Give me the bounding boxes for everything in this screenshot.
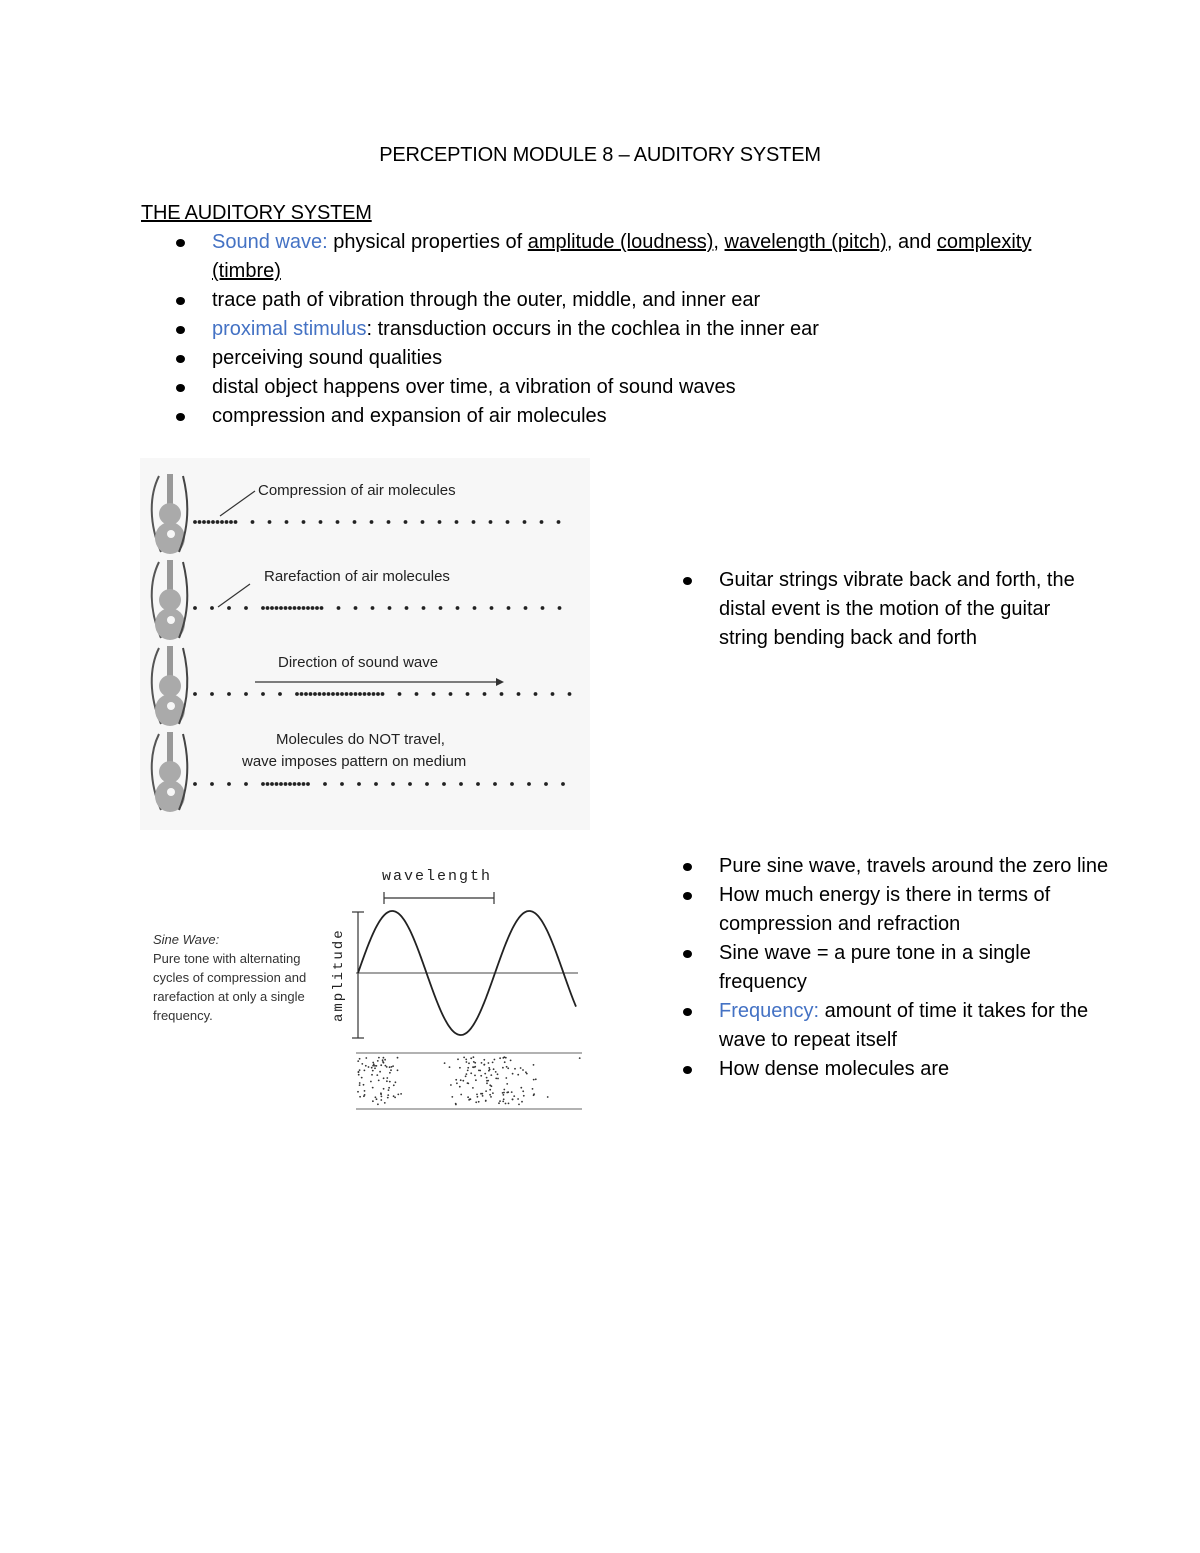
molecule-dot — [302, 782, 306, 786]
molecule-dot — [367, 692, 371, 696]
molecule-dot — [266, 606, 270, 610]
bullet-text: perceiving sound qualities — [212, 347, 443, 369]
bullet-text: Guitar strings vibrate back and forth, the distal event is the motion of the guitar string bending back and forth — [719, 569, 1075, 649]
molecule-dot — [323, 782, 327, 786]
molecule-dot — [275, 782, 279, 786]
label-rarefaction: Rarefaction of air molecules — [264, 568, 450, 585]
list-item — [212, 228, 1032, 286]
molecule-dot — [320, 606, 324, 610]
molecule-dot — [483, 692, 487, 696]
bullet-text: trace path of vibration through the outer, middle, and inner ear — [212, 289, 761, 311]
label-note-line1: Molecules do NOT travel, — [276, 731, 445, 748]
bullet-text: amount of time it takes for the wave to repeat itself — [719, 1000, 1089, 1051]
molecule-dot — [251, 520, 255, 524]
molecule-dot — [302, 606, 306, 610]
molecule-dot — [439, 606, 443, 610]
molecule-dot — [306, 782, 310, 786]
molecule-dot — [210, 782, 214, 786]
list-item — [719, 566, 1099, 653]
molecule-dot — [229, 520, 233, 524]
molecule-dot — [295, 692, 299, 696]
list-item — [212, 402, 1032, 431]
molecule-dot — [279, 782, 283, 786]
bullet-icon — [683, 863, 692, 871]
molecule-dot — [327, 692, 331, 696]
bullet-icon — [176, 326, 185, 334]
density-band — [357, 1056, 580, 1105]
molecule-dot — [449, 692, 453, 696]
molecule-dot — [500, 692, 504, 696]
molecule-dot — [279, 606, 283, 610]
molecule-dot — [568, 692, 572, 696]
molecule-dot — [306, 606, 310, 610]
molecule-dot — [391, 782, 395, 786]
list-item — [212, 315, 1032, 344]
molecule-dot — [370, 520, 374, 524]
molecule-dot — [354, 692, 358, 696]
molecule-dot — [293, 782, 297, 786]
sine-bullet-list — [719, 852, 1109, 1084]
molecule-dot — [455, 520, 459, 524]
molecule-dot — [216, 520, 220, 524]
bullet-icon — [176, 297, 185, 305]
bullet-icon — [176, 384, 185, 392]
molecule-dot — [340, 692, 344, 696]
molecule-dot — [193, 782, 197, 786]
separator: , and — [886, 231, 937, 253]
label-note-line2: wave imposes pattern on medium — [242, 753, 467, 770]
molecule-dot — [371, 606, 375, 610]
molecule-dot — [473, 606, 477, 610]
molecule-dot — [270, 782, 274, 786]
list-item — [212, 286, 1032, 315]
list-item — [719, 852, 1109, 881]
list-item — [212, 344, 1032, 373]
molecule-dot — [220, 520, 224, 524]
molecule-dot — [372, 692, 376, 696]
bullet-icon — [683, 892, 692, 900]
molecule-dot — [506, 520, 510, 524]
molecule-dot — [459, 782, 463, 786]
list-item — [719, 939, 1109, 997]
molecule-dot — [337, 606, 341, 610]
main-bullet-list — [212, 228, 1032, 431]
molecule-dot — [244, 782, 248, 786]
list-item — [719, 881, 1109, 939]
molecule-dot — [558, 606, 562, 610]
molecule-dot — [319, 520, 323, 524]
molecule-dot — [193, 606, 197, 610]
molecule-dot — [278, 692, 282, 696]
molecule-dot — [275, 606, 279, 610]
molecule-dot — [557, 520, 561, 524]
label-compression: Compression of air molecules — [258, 482, 456, 499]
molecule-dot — [268, 520, 272, 524]
molecule-dot — [489, 520, 493, 524]
molecule-dot — [541, 606, 545, 610]
molecule-dot — [288, 606, 292, 610]
label-amplitude: amplitude — [331, 928, 347, 1022]
molecule-dot — [476, 782, 480, 786]
bullet-text: How much energy is there in terms of compression and refraction — [719, 884, 1051, 935]
molecule-dot — [510, 782, 514, 786]
term-amplitude: amplitude (loudness) — [527, 231, 714, 253]
caption-title: Sine Wave: — [153, 932, 220, 947]
bullet-text: Pure sine wave, travels around the zero line — [719, 855, 1109, 877]
molecule-dot — [285, 520, 289, 524]
molecule-dot — [432, 692, 436, 696]
molecule-dot — [198, 520, 202, 524]
molecule-dot — [336, 520, 340, 524]
molecule-dot — [202, 520, 206, 524]
bullet-icon — [176, 239, 185, 247]
molecule-dot — [507, 606, 511, 610]
molecule-dot — [349, 692, 353, 696]
molecule-dot — [534, 692, 538, 696]
molecule-dot — [544, 782, 548, 786]
label-direction: Direction of sound wave — [278, 654, 439, 671]
molecule-dot — [234, 520, 238, 524]
molecule-dot — [421, 520, 425, 524]
molecule-dot — [297, 606, 301, 610]
label-wavelength: wavelength — [382, 868, 493, 885]
list-item — [212, 373, 1032, 402]
molecule-dot — [388, 606, 392, 610]
molecule-dot — [207, 520, 211, 524]
caption-body: Pure tone with alternating cycles of compression and rarefaction at only a single frequency. — [153, 951, 307, 1023]
molecule-dot — [261, 692, 265, 696]
molecule-dot — [210, 692, 214, 696]
molecule-dot — [358, 692, 362, 696]
bullet-text: physical properties of — [327, 231, 528, 253]
molecule-dot — [381, 692, 385, 696]
term-sound-wave: Sound wave: — [212, 231, 328, 253]
molecule-dot — [297, 782, 301, 786]
separator: , — [713, 231, 725, 253]
term-complexity: complexity (timbre) — [212, 231, 1032, 282]
molecule-dot — [225, 520, 229, 524]
molecule-dot — [387, 520, 391, 524]
molecule-dot — [408, 782, 412, 786]
molecule-dot — [322, 692, 326, 696]
molecule-dot — [466, 692, 470, 696]
molecule-dot — [293, 606, 297, 610]
molecule-dot — [304, 692, 308, 696]
molecule-dot — [405, 606, 409, 610]
molecule-dot — [311, 606, 315, 610]
term-frequency: Frequency: — [719, 1000, 820, 1022]
molecule-dot — [354, 606, 358, 610]
molecule-dot — [336, 692, 340, 696]
molecule-dot — [227, 692, 231, 696]
molecule-dot — [551, 692, 555, 696]
molecule-dot — [490, 606, 494, 610]
molecule-dot — [438, 520, 442, 524]
molecule-dot — [415, 692, 419, 696]
molecule-dot — [527, 782, 531, 786]
molecule-dot — [345, 692, 349, 696]
molecule-dot — [472, 520, 476, 524]
molecule-dot — [284, 606, 288, 610]
molecule-dot — [244, 606, 248, 610]
molecule-dot — [315, 606, 319, 610]
molecule-dot — [376, 692, 380, 696]
molecule-dot — [524, 606, 528, 610]
molecule-dot — [318, 692, 322, 696]
molecule-dot — [266, 782, 270, 786]
guitar-bullet-list — [719, 566, 1099, 653]
molecule-dot — [211, 520, 215, 524]
bullet-icon — [683, 1066, 692, 1074]
molecule-dot — [561, 782, 565, 786]
term-proximal-stimulus: proximal stimulus — [212, 318, 367, 340]
list-item — [719, 1055, 1109, 1084]
sine-wave-figure — [320, 860, 590, 1115]
list-item — [719, 997, 1109, 1055]
molecule-dot — [288, 782, 292, 786]
molecule-dot — [456, 606, 460, 610]
bullet-icon — [683, 950, 692, 958]
molecule-dot — [300, 692, 304, 696]
molecule-dot — [540, 520, 544, 524]
molecule-dot — [442, 782, 446, 786]
molecule-dot — [244, 692, 248, 696]
page-title: PERCEPTION MODULE 8 – AUDITORY SYSTEM — [379, 144, 821, 166]
molecule-dot — [193, 520, 197, 524]
guitar-sound-wave-figure — [140, 458, 590, 830]
molecule-dot — [517, 692, 521, 696]
molecule-dot — [227, 606, 231, 610]
bullet-icon — [176, 355, 185, 363]
bullet-text: : transduction occurs in the cochlea in the inner ear — [366, 318, 819, 340]
molecule-dot — [523, 520, 527, 524]
molecule-dot — [331, 692, 335, 696]
molecule-dot — [357, 782, 361, 786]
molecule-dot — [493, 782, 497, 786]
molecule-dot — [363, 692, 367, 696]
bullet-text: compression and expansion of air molecules — [212, 405, 607, 427]
molecule-dot — [284, 782, 288, 786]
molecule-dot — [261, 782, 265, 786]
section-heading: THE AUDITORY SYSTEM — [141, 202, 372, 224]
bullet-icon — [176, 413, 185, 421]
bullet-icon — [683, 1008, 692, 1016]
molecule-dot — [374, 782, 378, 786]
molecule-dot — [425, 782, 429, 786]
molecule-dot — [227, 782, 231, 786]
bullet-text: distal object happens over time, a vibration of sound waves — [212, 376, 736, 398]
molecule-dot — [193, 692, 197, 696]
molecule-dot — [270, 606, 274, 610]
molecule-dot — [422, 606, 426, 610]
molecule-dot — [398, 692, 402, 696]
bullet-icon — [683, 577, 692, 585]
molecule-dot — [309, 692, 313, 696]
bullet-text: How dense molecules are — [719, 1058, 950, 1080]
molecule-dot — [340, 782, 344, 786]
molecule-dot — [353, 520, 357, 524]
molecule-dot — [210, 606, 214, 610]
molecule-dot — [261, 606, 265, 610]
molecule-dot — [404, 520, 408, 524]
bullet-text: Sine wave = a pure tone in a single frequency — [719, 942, 1031, 993]
molecule-dot — [302, 520, 306, 524]
molecule-dot — [313, 692, 317, 696]
sine-wave-caption — [153, 930, 323, 1025]
term-wavelength: wavelength (pitch) — [724, 231, 887, 253]
